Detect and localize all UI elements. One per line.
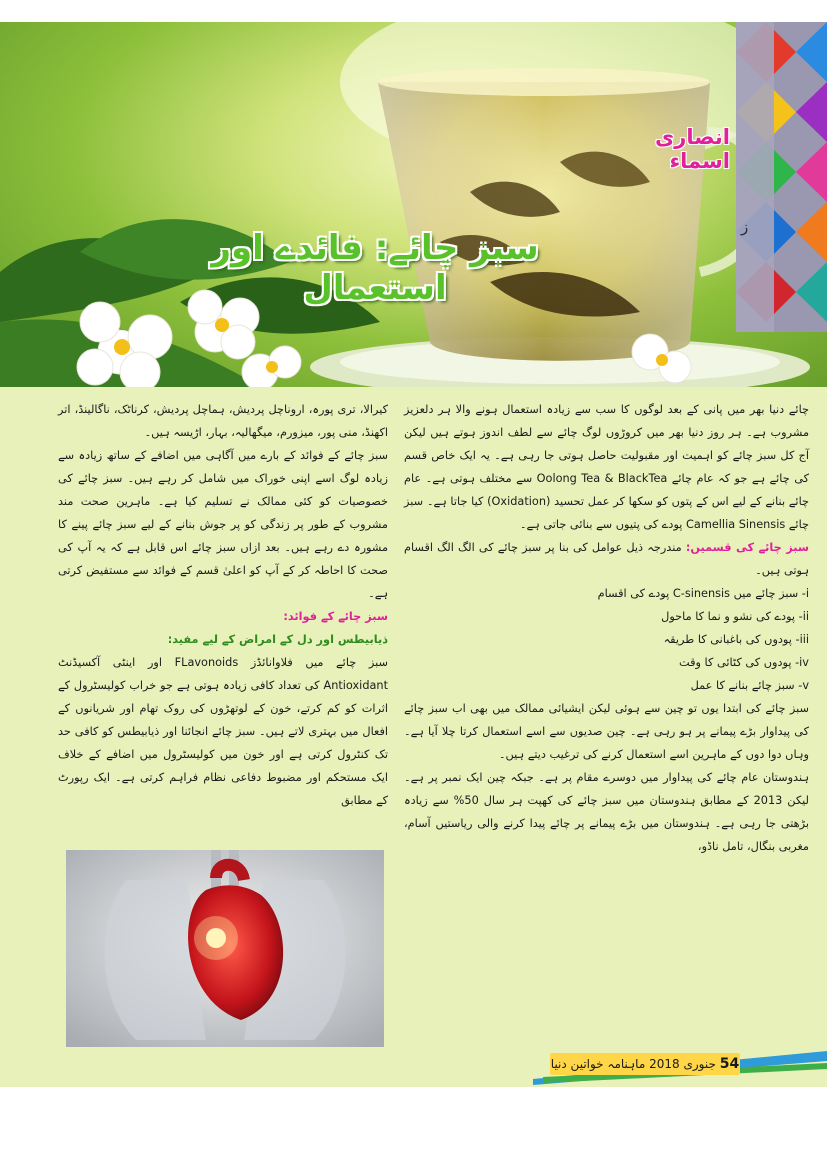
decorative-pattern-strip [736,22,827,332]
paragraph: iii- پودوں کی باغبانی کا طریقہ [663,633,809,646]
issue-line: جنوری 2018 ماہنامہ خواتین دنیا [550,1057,716,1071]
paragraph: i- سبز چائے میں C-sinensis پودے کی اقسام [597,587,809,600]
paragraph: سبز چائے کے فوائد کے بارے میں آگاہی میں اضافے کے ساتھ زیادہ سے زیادہ لوگ اسے اپنی خوراک میں شامل کر رہے ہیں۔ سبز چائے کی خصوصیات کو کئی ممالک نے تسلیم کیا ہے۔ ماہرین صحت مند مشروب کے طور پر زندگی کو پر جوش بنانے کے لیے سبز چائے پینے کا مشورہ دے رہے ہیں۔ بعد ازاں سبز چائے اس قابل ہے کہ یہ آپ کی صحت کا احاطہ کر کے آپ کو اعلیٰ قسم کے فوائد سے مستفیض کرتی ہے۔ [58,449,388,600]
paragraph: چائے دنیا بھر میں پانی کے بعد لوگوں کا سب سے زیادہ استعمال ہونے والا ہر دلعزیز مشروب ہے۔ ہر روز دنیا بھر میں کروڑوں لوگ چائے سے لطف اندوز ہوتے ہیں لیکن آج کل سبز چائے کو اہمیت اور مقبولیت حاصل ہوتی جا رہی ہے۔ یہ ایک خاص قسم کی چائے ہے جو کہ عام چائے Oolong Tea & BlackTea سے مختلف ہوتی ہے۔ عام چائے بنانے کے لیے اس کے پتوں کو سکھا کر عمل تحسید (Oxidation) کیا جاتا ہے۔ سبز چائے Camellia Sinensis پودے کی پتیوں سے بنائی جاتی ہے۔ [404,403,809,531]
subsection-heading: ذیابیطس اور دل کے امراض کے لیے مفید: [167,633,388,646]
paragraph: ہندوستان عام چائے کی پیداوار میں دوسرے مقام پر ہے۔ جبکہ چین ایک نمبر پر ہے۔ لیکن 2013 کے مطابق ہندوستان میں سبز چائے کی کھپت ہر سال 50% سے زیادہ بڑھتی جا رہی ہے۔ ہندوستان میں بڑے پیمانے پر چائے پیدا کرنے والی ریاستیں آسام، مغربی بنگال، تامل ناڈو، [404,771,809,853]
green-tea-illustration [0,22,827,387]
paragraph: سبز چائے میں فلاوانائڈز FLavonoids اور اینٹی آکسیڈنٹ Antioxidant کی تعداد کافی زیادہ ہوتی ہے جو خراب کولیسٹرول کے اثرات کو کم کرتے، خون کے لوتھڑوں کی روک تھام اور شریانوں کے افعال میں بہتری لاتے ہیں۔ سبز چائے انجائنا اور ذیابیطس کو کافی حد تک کنٹرول کرتی ہے اور خون میں کولیسٹرول میں اضافے کے خلاف ایک مستحکم اور مضبوط دفاعی نظام فراہم کرتی ہے۔ ایک رپورٹ کے مطابق [58,656,388,807]
section-heading: سبز چائے کے فوائد: [283,610,388,623]
page-number: 54 [719,1056,740,1072]
paragraph: ii- پودے کی نشو و نما کا ماحول [661,610,809,623]
author-name: انصاری اسماء [655,125,730,173]
right-column [404,398,809,858]
paragraph: v- سبز چائے بنانے کا عمل [690,679,809,692]
paragraph: کیرالا، تری پورہ، اروناچل پردیش، ہماچل پردیش، کرناٹک، ناگالینڈ، اتر اکھنڈ، منی پور، میزورم، میگھالیہ، بہار، اڑیسہ ہیں۔ [58,403,388,439]
footer-info [550,1053,740,1075]
side-mark: ز [741,218,749,236]
hero-banner [0,22,827,387]
article-title: سبز چائے: فائدے اور استعمال [211,228,539,308]
paragraph-text: مندرجہ ذیل عوامل کی بنا پر سبز چائے کی الگ الگ اقسام ہوتی ہیں۔ [404,541,809,577]
inline-heading: سبز چائے کی قسمیں: [685,541,809,554]
heart-anatomy-image [66,850,384,1047]
left-column [58,398,388,812]
paragraph: سبز چائے کی ابتدا یوں تو چین سے ہوئی لیکن ایشیائی ممالک میں بھی اب سبز چائے کی پیداوار بڑے پیمانے پر ہو رہی ہے۔ چین صدیوں سے اسے استعمال کرتا چلا آیا ہے۔ وہاں دوا دوں کے ماہرین اسے استعمال کرنے کی ترغیب دیتے ہیں۔ [404,702,809,761]
paragraph: iv- پودوں کی کٹائی کا وقت [679,656,809,669]
paragraph-with-heading [404,536,809,582]
